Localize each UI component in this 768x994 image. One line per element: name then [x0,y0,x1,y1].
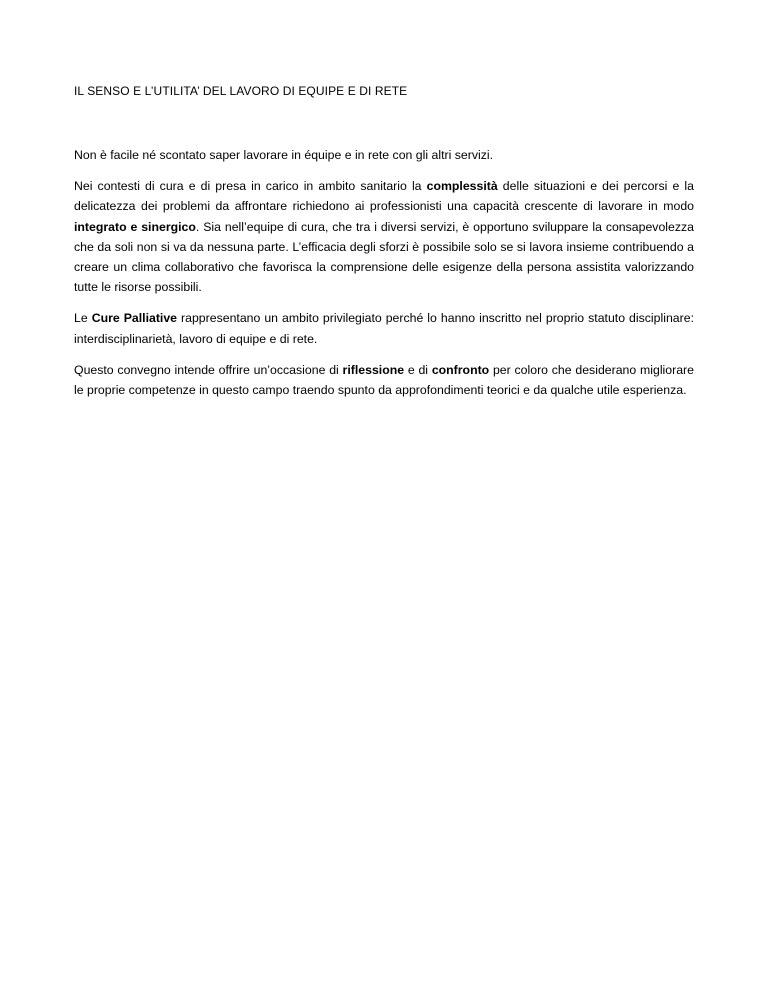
text-segment: e di [404,362,432,377]
paragraph-context [74,176,694,297]
bold-term-confronto: confronto [431,362,490,377]
bold-term-cure-palliative: Cure Palliative [91,311,178,326]
text-segment: Questo convegno intende offrire un’occasione di [74,362,343,377]
bold-term-complessita: complessità [426,179,498,194]
bold-term-integrato: integrato e sinergico [74,219,196,234]
bold-term-riflessione: riflessione [342,362,405,377]
text-segment: Non è facile né scontato saper lavorare in équipe e in rete con gli altri servizi. [74,148,494,162]
document-body [74,145,694,411]
document-title: IL SENSO E L’UTILITA’ DEL LAVORO DI EQUIPE E DI RETE [74,84,408,98]
text-segment: Le [74,311,92,326]
text-segment: delle situazioni e dei percorsi e la delicatezza dei problemi da affrontare richiedono ai professionisti una capacità crescente di lavorare in modo [74,179,694,214]
text-segment: rappresentano un ambito privilegiato perché lo hanno inscritto nel proprio statuto disciplinare: interdisciplinarietà, lavoro di equipe e di rete. [74,311,694,346]
text-segment: Nei contesti di cura e di presa in carico in ambito sanitario la [74,179,427,194]
text-segment: per coloro che desiderano migliorare le proprie competenze in questo campo traendo spunto da approfondimenti teorici e da qualche utile esperienza. [74,362,694,398]
text-segment: . Sia nell’equipe di cura, che tra i diversi servizi, è opportuno sviluppare la consapevolezza che da soli non si va da nessuna parte. L’efficacia degli sforzi è possibile solo se si lavora insieme contribuendo a creare un clima collaborativo che favorisca la comprensione delle esigenze della persona assistita valorizzando tutte le risorse possibili. [74,219,694,295]
paragraph-cure-palliative [74,308,694,348]
paragraph-intro [74,145,694,165]
paragraph-convegno [74,360,694,400]
